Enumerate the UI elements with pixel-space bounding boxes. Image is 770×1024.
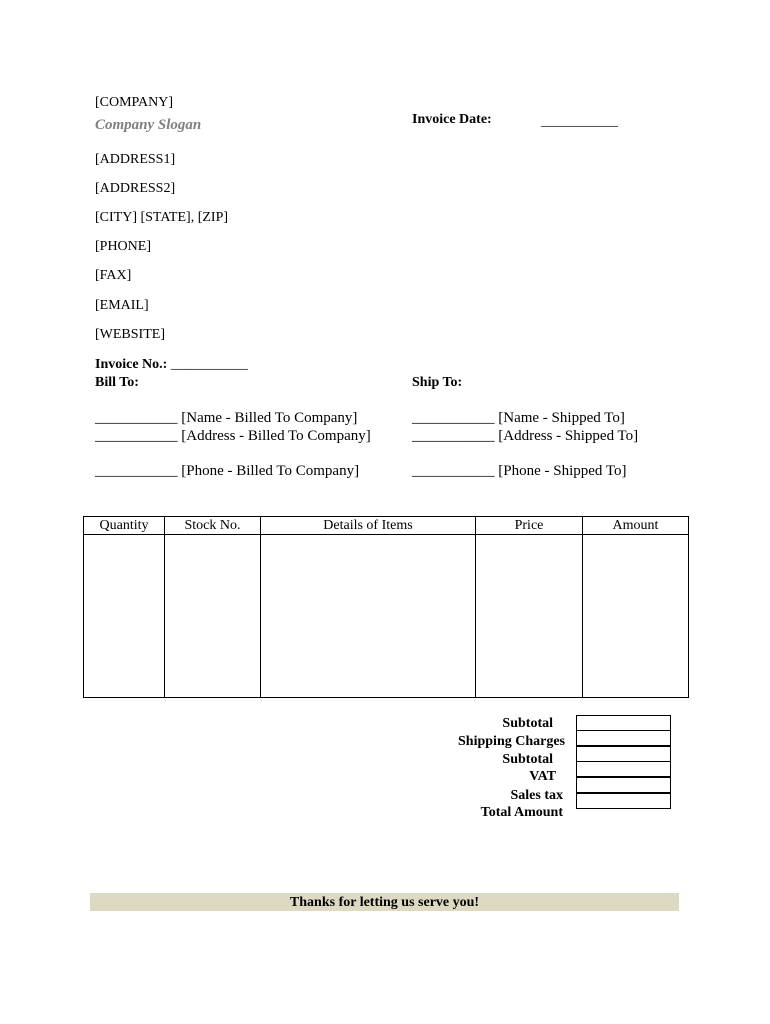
stock-no-cell[interactable]: [165, 535, 261, 698]
bill-to-name[interactable]: ___________ [Name - Billed To Company]: [95, 410, 358, 426]
header-price: Price: [476, 517, 583, 535]
company-fax: [FAX]: [95, 268, 132, 283]
thanks-footer: [90, 893, 679, 911]
header-stock-no: Stock No.: [165, 517, 261, 535]
header-quantity: Quantity: [84, 517, 165, 535]
invoice-number-row: [95, 357, 248, 373]
table-row: [84, 535, 689, 698]
company-phone: [PHONE]: [95, 239, 151, 254]
subtotal-label: Subtotal: [502, 716, 553, 731]
header-amount: Amount: [583, 517, 689, 535]
sales-tax-label: Sales tax: [510, 788, 563, 803]
price-cell[interactable]: [476, 535, 583, 698]
subtotal-2-box[interactable]: [576, 746, 671, 762]
subtotal-box[interactable]: [576, 715, 671, 731]
company-email: [EMAIL]: [95, 298, 149, 313]
bill-to-heading: Bill To:: [95, 375, 139, 390]
thanks-text: Thanks for letting us serve you!: [289, 895, 480, 910]
total-amount-box[interactable]: [576, 793, 671, 809]
vat-box[interactable]: [576, 761, 671, 777]
details-cell[interactable]: [261, 535, 476, 698]
vat-label: VAT: [529, 769, 556, 784]
items-table: [83, 516, 689, 698]
ship-to-heading: Ship To:: [412, 375, 463, 390]
invoice-date-value[interactable]: ___________: [541, 114, 618, 129]
subtotal-2-label: Subtotal: [502, 752, 553, 767]
bill-to-address[interactable]: ___________ [Address - Billed To Company]: [95, 428, 371, 444]
shipping-charges-label: Shipping Charges: [458, 734, 565, 749]
amount-cell[interactable]: [583, 535, 689, 698]
ship-to-name[interactable]: ___________ [Name - Shipped To]: [412, 410, 625, 426]
company-website: [WEBSITE]: [95, 327, 165, 342]
company-address1: [ADDRESS1]: [95, 152, 176, 167]
company-address2: [ADDRESS2]: [95, 181, 176, 196]
shipping-charges-box[interactable]: [576, 730, 671, 746]
sales-tax-box[interactable]: [576, 777, 671, 793]
items-table-header: [84, 517, 689, 535]
invoice-number-label: Invoice No.:: [95, 357, 168, 372]
ship-to-phone[interactable]: ___________ [Phone - Shipped To]: [412, 463, 627, 479]
total-amount-label: Total Amount: [480, 805, 563, 820]
company-city-state-zip: [CITY] [STATE], [ZIP]: [95, 210, 229, 225]
quantity-cell[interactable]: [84, 535, 165, 698]
invoice-number-value[interactable]: ___________: [170, 357, 248, 372]
invoice-date-label: Invoice Date:: [412, 112, 492, 127]
company-slogan: Company Slogan: [95, 117, 202, 133]
ship-to-address[interactable]: ___________ [Address - Shipped To]: [412, 428, 639, 444]
company-name: [COMPANY]: [95, 95, 174, 110]
bill-to-phone[interactable]: ___________ [Phone - Billed To Company]: [95, 463, 360, 479]
header-details: Details of Items: [261, 517, 476, 535]
